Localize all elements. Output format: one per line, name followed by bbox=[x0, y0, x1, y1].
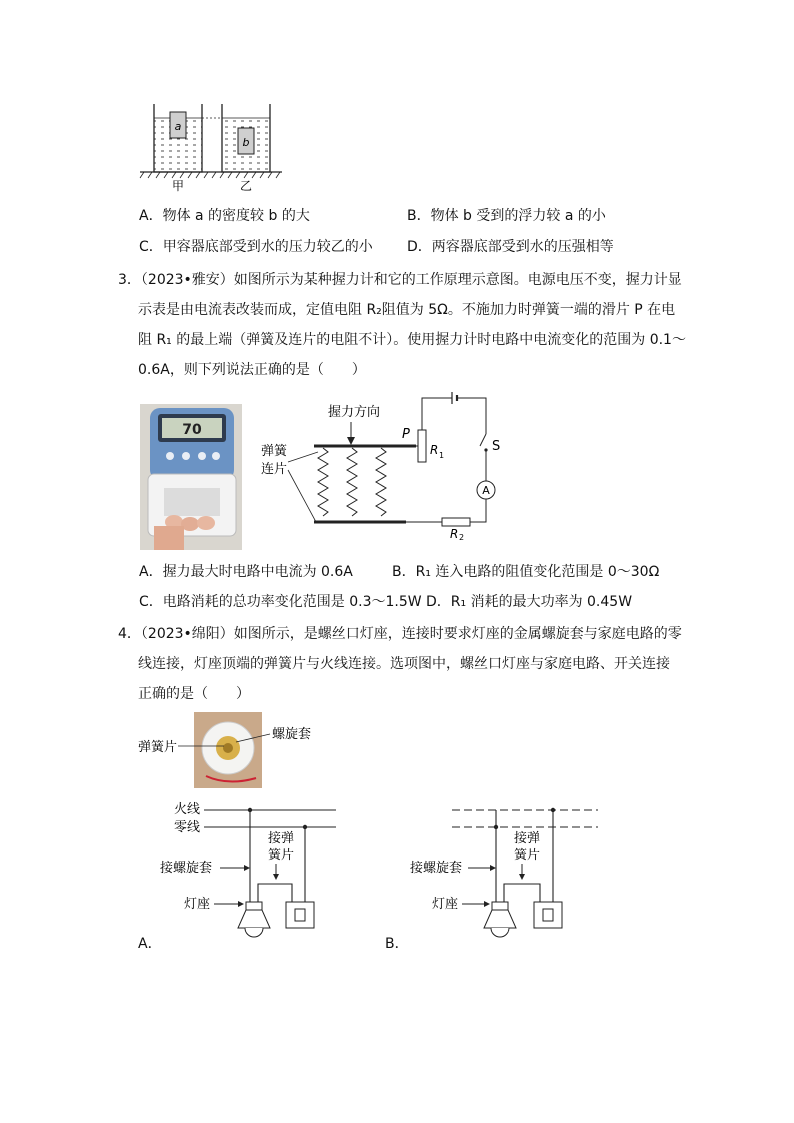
grip-circuit-diagram bbox=[256, 390, 501, 542]
option-a-circuit bbox=[160, 800, 350, 950]
q2-option-d: D．两容器底部受到水的压强相等 bbox=[407, 239, 614, 255]
svg-text:灯座: 灯座 bbox=[184, 897, 211, 912]
svg-text:S: S bbox=[492, 439, 501, 454]
svg-text:R: R bbox=[430, 443, 439, 457]
svg-text:火线: 火线 bbox=[173, 802, 200, 817]
svg-text:a: a bbox=[174, 120, 182, 133]
svg-text:弹簧片: 弹簧片 bbox=[138, 740, 178, 755]
svg-text:R: R bbox=[450, 527, 459, 541]
svg-text:零线: 零线 bbox=[173, 820, 200, 835]
svg-text:70: 70 bbox=[182, 422, 202, 438]
svg-text:2: 2 bbox=[459, 533, 465, 542]
svg-text:簧片: 簧片 bbox=[268, 848, 295, 863]
svg-text:接弹: 接弹 bbox=[514, 831, 541, 846]
resistor-r2 bbox=[442, 518, 470, 526]
q3-option-c: C．电路消耗的总功率变化范围是 0.3～1.5W bbox=[139, 594, 422, 610]
q3-option-d: D．R₁ 消耗的最大功率为 0.45W bbox=[426, 594, 633, 610]
force-direction-label: 握力方向 bbox=[327, 405, 381, 420]
q3-option-a: A．握力最大时电路中电流为 0.6A bbox=[139, 564, 353, 580]
svg-text:P: P bbox=[402, 427, 410, 442]
svg-text:甲: 甲 bbox=[171, 179, 185, 193]
svg-text:接弹: 接弹 bbox=[268, 831, 295, 846]
q4-option-a: A． bbox=[138, 936, 162, 952]
q3-option-b: B．R₁ 连入电路的阻值变化范围是 0～30Ω bbox=[392, 564, 660, 580]
svg-text:乙: 乙 bbox=[239, 179, 253, 193]
force-arrow-icon bbox=[347, 437, 355, 445]
q3-stem: 3．（2023•雅安）如图所示为某种握力计和它的工作原理示意图。电源电压不变，握力计显 示表是由电流表改装而成，定值电阻 R₂阻值为 5Ω。不施加力时弹簧一端的滑片 P 在电 阻 R₁ 的最上端（弹簧及连片的电阻不计）。使用握力计时电路中电流变化的范围为 0.1～ 0.6A，则下列说法正确的是（ ） bbox=[118, 272, 686, 378]
q2-option-b: B．物体 b 受到的浮力较 a 的小 bbox=[407, 208, 606, 224]
svg-text:簧片: 簧片 bbox=[514, 848, 541, 863]
svg-text:螺旋套: 螺旋套 bbox=[272, 727, 312, 742]
svg-text:1: 1 bbox=[439, 451, 445, 460]
svg-text:弹簧: 弹簧 bbox=[261, 444, 288, 459]
svg-text:灯座: 灯座 bbox=[432, 897, 459, 912]
q2-option-a: A．物体 a 的密度较 b 的大 bbox=[139, 208, 310, 224]
svg-text:连片: 连片 bbox=[261, 462, 288, 477]
svg-text:接螺旋套: 接螺旋套 bbox=[160, 861, 213, 876]
lamp-icon bbox=[246, 902, 262, 910]
q4-stem: 4．（2023•绵阳）如图所示，是螺丝口灯座，连接时要求灯座的金属螺旋套与家庭电路的零 线连接，灯座顶端的弹簧片与火线连接。选项图中，螺丝口灯座与家庭电路、开关连接 正确的是（ ） bbox=[118, 626, 682, 702]
svg-text:接螺旋套: 接螺旋套 bbox=[410, 861, 463, 876]
svg-text:A: A bbox=[482, 484, 490, 497]
lamp-icon bbox=[492, 902, 508, 910]
svg-text:b: b bbox=[242, 136, 250, 149]
lamp-socket-photo bbox=[136, 712, 326, 790]
beakers-figure bbox=[136, 100, 286, 192]
q4-option-b: B． bbox=[385, 936, 409, 952]
option-b-circuit bbox=[408, 800, 608, 950]
resistor-r1 bbox=[418, 430, 426, 462]
q2-option-c: C．甲容器底部受到水的压力较乙的小 bbox=[139, 239, 373, 255]
grip-dynamometer-photo bbox=[140, 404, 242, 550]
